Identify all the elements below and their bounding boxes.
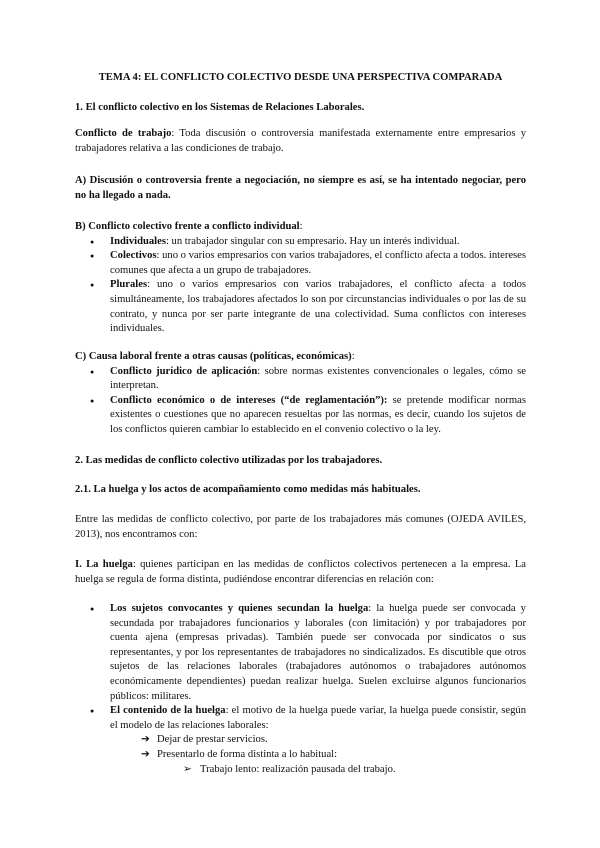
colon: :: [299, 221, 303, 232]
list-item: [75, 704, 526, 733]
intro-paragraph: Entre las medidas de conflicto colectivo, por parte de los trabajadores más comunes (OJEDA AVILES, 2013), nos encontramos con:: [75, 514, 526, 540]
point-a: [75, 174, 526, 203]
list-item: [75, 249, 526, 278]
list-item: [75, 602, 526, 704]
term: Los sujetos convocantes y quienes secundan la huelga: [110, 603, 369, 614]
point-c-heading: C) Causa laboral frente a otras causas (políticas, económicas): [75, 351, 352, 362]
term: Colectivos: [110, 250, 157, 262]
paragraph-conflicto-trabajo: [75, 127, 526, 156]
term: Conflicto económico o de intereses (“de reglamentación”):: [110, 394, 388, 406]
point-c: [75, 350, 526, 438]
sub-list-item: ➔ Dejar de prestar servicios.: [75, 733, 526, 748]
term: I. La huelga: [75, 559, 133, 570]
term: Plurales: [110, 279, 148, 291]
list-item: [75, 235, 526, 250]
point-b: [75, 220, 526, 337]
point-b-list: [75, 235, 526, 337]
term: El contenido de la huelga: [110, 705, 226, 717]
huelga-paragraph: [75, 558, 526, 587]
desc: : sobre normas existentes convencionales o legales, cómo se interpretan.: [110, 365, 526, 392]
subsection-heading: [75, 483, 526, 498]
point-b-heading: B) Conflicto colectivo frente a conflicto individual: [75, 221, 300, 232]
list-item: [75, 278, 526, 336]
desc: se pretende modificar normas existentes o cuestiones que no aparecen resueltas por las normas, es decir, cuando los sujetos de los conflictos quieren cambiar lo establecido en el convenio colectivo o la ley.: [110, 394, 526, 435]
heading-text: 2.1. La huelga y los actos de acompañamiento como medidas más habituales.: [75, 484, 421, 495]
definition: : Toda discusión o controversia manifestada externamente entre empresarios y trabajadores relativa a las condiciones de trabajo.: [75, 128, 526, 154]
desc: : quienes participan en las medidas de conflictos colectivos pertenecen a la empresa. La huelga se regula de forma distinta, pudiéndose encontrar diferencias en relación con:: [75, 559, 526, 585]
term: Individuales: [110, 235, 166, 247]
section-heading: [75, 454, 526, 469]
heading-text: 1. El conflicto colectivo en los Sistemas de Relaciones Laborales.: [75, 102, 365, 113]
term: Conflicto jurídico de aplicación: [110, 365, 258, 377]
point-c-list: [75, 365, 526, 438]
desc: : la huelga puede ser convocada y secundada por trabajadores funcionarios y laborales (con limitación) y por trabajadores por cuenta ajena (empresas privadas). También puede ser convocada por sindicatos o sus representantes, y por los representantes de trabajadores no sindicalizados. Es discutible que otros sujetos de las relaciones laborales (trabajadores autónomos o trabajadores autónomos económicamente dependientes) puedan realizar huelga. Suelen excluirse algunos funcionarios públicos: militares.: [110, 603, 526, 702]
desc: : uno o varios empresarios con varios trabajadores, el conflicto afecta a todos. intereses comunes que afecta a un grupo de trabajadores.: [110, 250, 526, 276]
desc: : el motivo de la huelga puede variar, la huelga puede consistir, según el modelo de las relaciones laborales:: [110, 705, 526, 731]
huelga-list: [75, 602, 526, 777]
heading-text: 2. Las medidas de conflicto colectivo utilizadas por los trabajadores.: [75, 455, 383, 466]
desc: : uno o varios empresarios con varios trabajadores, el conflicto afecta a todos simultáneamente, los trabajadores afectados lo son por circunstancias individuales o por las de su contrato, y nunca por ser parte integrante de una colectividad. Suma conflictos con intereses individuales.: [110, 279, 526, 335]
term: Conflicto de trabajo: [75, 128, 172, 139]
section-heading: [75, 101, 526, 116]
list-item: [75, 365, 526, 394]
sub-sub-list-item: ➢ Trabajo lento: realización pausada del trabajo.: [75, 763, 526, 778]
desc: : un trabajador singular con su empresario. Hay un interés individual.: [165, 235, 460, 247]
document-title: TEMA 4: EL CONFLICTO COLECTIVO DESDE UNA PERSPECTIVA COMPARADA: [98, 72, 503, 83]
colon: :: [351, 351, 355, 362]
point-a-text: A) Discusión o controversia frente a negociación, no siempre es así, se ha intentado negociar, pero no ha llegado a nada.: [75, 175, 526, 201]
list-item: [75, 394, 526, 438]
sub-list-item: ➔ Presentarlo de forma distinta a lo habitual:: [75, 748, 526, 763]
